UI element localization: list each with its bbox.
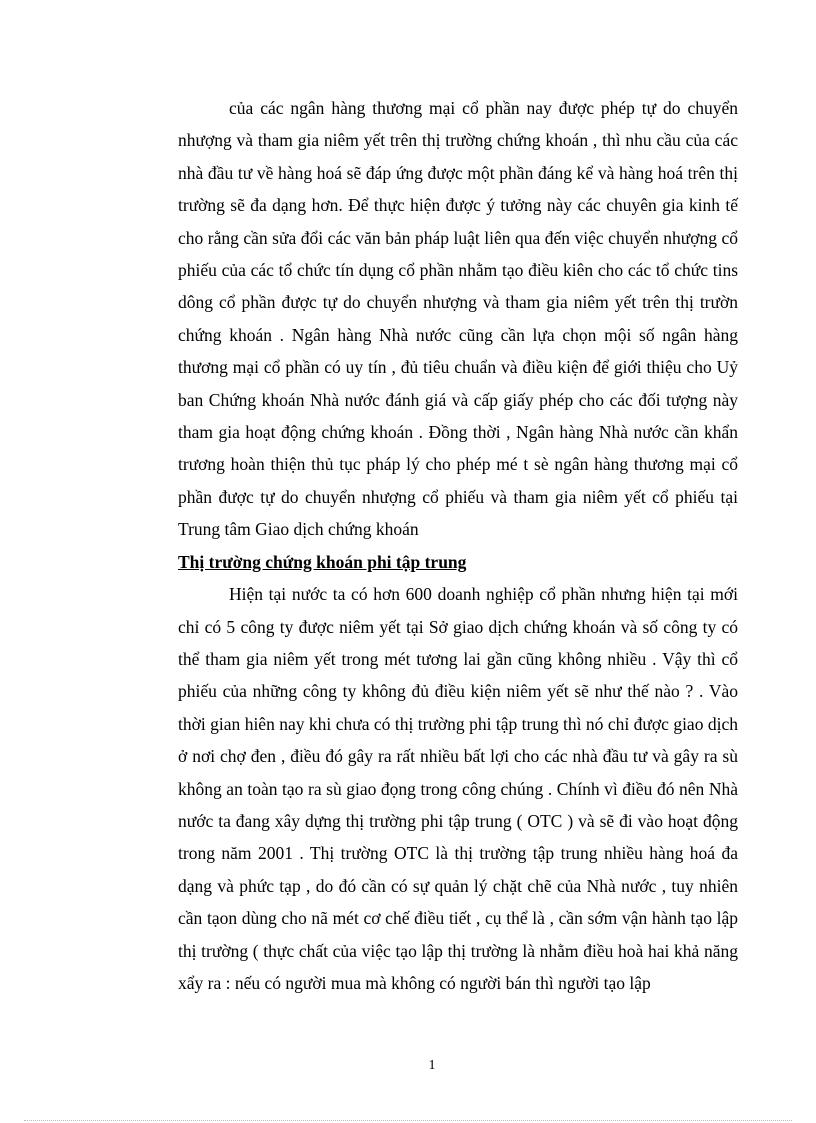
section-heading: Thị trường chứng khoán phi tập trung <box>178 551 467 572</box>
page-number: 1 <box>428 1058 436 1073</box>
paragraph-2: Hiện tại nước ta có hơn 600 doanh nghiệp cổ phần nhưng hiện tại mới chỉ có 5 công ty được niêm yết tại Sở giao dịch chứng khoán và số công ty có thể tham gia niêm yết trong mét tương lai gần cũng không nhiều . Vậy thì cổ phiếu của những công ty không đủ điều kiện niêm yết sẽ như thế nào ? . Vào thời gian hiên nay khi chưa có thị trường phi tập trung thì nó chỉ được giao dịch ở nơi chợ đen , điều đó gây ra rất nhiều bất lợi cho các nhà đầu tư và gây ra sù không an toàn tạo ra sù giao đọng trong công chúng . Chính vì điều đó nên Nhà nước ta đang xây dựng thị trường phi tập trung ( OTC ) và sẽ đi vào hoạt động trong năm 2001 . Thị trường OTC là thị trường tập trung nhiều hàng hoá đa dạng và phức tạp , do đó cần có sự quản lý chặt chẽ của Nhà nước , tuy nhiên cần tạon dùng cho nã mét cơ chế điều tiết , cụ thể là , cần sớm vận hành tạo lập thị trường ( thực chất của việc tạo lập thị trường là nhằm điều hoà hai khả năng xẩy ra : nếu có người mua mà không có người bán thì người tạo lập <box>178 584 738 993</box>
page-bottom-divider <box>24 1120 792 1121</box>
paragraph-1: của các ngân hàng thương mại cổ phần nay được phép tự do chuyển nhượng và tham gia niêm yết trên thị trường chứng khoán , thì nhu cầu của các nhà đầu tư về hàng hoá sẽ đáp ứng được một phần đáng kể và hàng hoá trên thị trường sẽ đa dạng hơn. Để thực hiện được ý tưởng này các chuyên gia kinh tế cho rằng cần sửa đổi các văn bản pháp luật liên qua đến việc chuyển nhượng cổ phiếu của các tổ chức tín dụng cổ phần nhằm tạo điều kiên cho các tổ chức tins dông cổ phần được tự do chuyển nhượng và tham gia niêm yết trên thị trườn chứng khoán . Ngân hàng Nhà nước cũng cần lựa chọn mội số ngân hàng thương mại cổ phần có uy tín , đủ tiêu chuẩn và điều kiện để giới thiệu cho Uỷ ban Chứng khoán Nhà nước đánh giá và cấp giấy phép cho các đối tượng này tham gia hoạt động chứng khoán . Đồng thời , Ngân hàng Nhà nước cần khẩn trương hoàn thiện thủ tục pháp lý cho phép mé t sè ngân hàng thương mại cổ phần được tự do chuyển nhượng cổ phiếu và tham gia niêm yết cổ phiếu tại Trung tâm Giao dịch chứng khoán <box>178 98 738 540</box>
document-body <box>178 92 738 999</box>
